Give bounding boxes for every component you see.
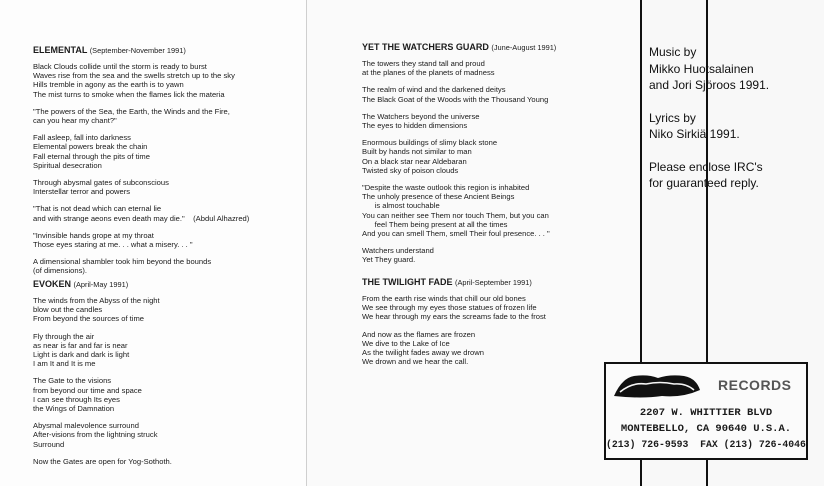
lyric-line: After-visions from the lightning struck (33, 430, 158, 440)
lyrics-body (33, 296, 172, 466)
lyric-line: "Despite the waste outlook this region is inhabited (362, 183, 530, 193)
lyric-line: The Black Goat of the Woods with the Thousand Young (362, 94, 549, 104)
credit-line: Lyrics by (649, 110, 696, 125)
lyric-line: "The powers of the Sea, the Earth, the Winds and the Fire, (33, 106, 230, 116)
song-dates: (April-September 1991) (455, 278, 532, 287)
lyric-line: Surround (33, 439, 65, 449)
credit-line: Please enclose IRC's (649, 159, 763, 174)
lyrics-stanza (33, 231, 249, 249)
lyrics-stanza (33, 421, 172, 449)
lyric-line: Elemental powers break the chain (33, 142, 148, 152)
lyric-line: Fly through the air (33, 331, 95, 341)
lyric-line: Abysmal malevolence surround (33, 421, 139, 431)
lyric-line: The eyes to hidden dimensions (362, 121, 468, 131)
credits-text (649, 44, 769, 208)
record-label-stamp (604, 362, 808, 460)
lyric-line: The winds from the Abyss of the night (33, 296, 160, 305)
lyric-line: Twisted sky of poison clouds (362, 165, 459, 175)
lyrics-stanza (362, 138, 556, 175)
song-title-text: YET THE WATCHERS GUARD (362, 42, 489, 52)
lyric-line: We dive to the Lake of Ice (362, 338, 450, 348)
lyric-line: and with strange aeons even death may die." (Abdul Alhazred) (33, 213, 250, 223)
lyric-line: blow out the candles (33, 305, 103, 315)
label-phone-fax: (213) 726-9593 FAX (213) 726-4046 (606, 439, 806, 450)
lyrics-stanza (33, 178, 249, 196)
lyric-line: Light is dark and dark is light (33, 350, 130, 360)
lyrics-stanza (33, 376, 172, 413)
song-yet-the-watchers-guard (362, 42, 556, 273)
song-the-twilight-fade (362, 277, 546, 374)
lyrics-credit (649, 110, 769, 143)
lyrics-stanza (362, 294, 546, 322)
lyric-line: I can see through Its eyes (33, 394, 120, 404)
song-title (362, 42, 556, 53)
lyric-line: Interstellar terror and powers (33, 187, 131, 197)
lyrics-stanza (362, 246, 556, 264)
lyric-line: On a black star near Aldebaran (362, 156, 467, 166)
lyrics-stanza (33, 457, 172, 466)
lyric-line: Now the Gates are open for Yog-Sothoth. (33, 456, 172, 466)
lyric-line: Enormous buildings of slimy black stone (362, 138, 498, 148)
lyric-line: A dimensional shambler took him beyond the bounds (33, 257, 212, 267)
song-title (362, 277, 546, 288)
lyric-line: Built by hands not similar to man (362, 147, 472, 157)
lyric-line: feel Them being present at all the times (362, 219, 508, 229)
lyric-line: from beyond our time and space (33, 385, 142, 395)
song-title-text: ELEMENTAL (33, 45, 88, 55)
music-credit (649, 44, 769, 94)
credit-line: for guaranteed reply. (649, 176, 759, 190)
irc-note (649, 159, 769, 192)
lyric-line: From beyond the sources of time (33, 314, 145, 324)
lyric-line: Spiritual desecration (33, 160, 102, 170)
lyric-line: "That is not dead which can eternal lie (33, 204, 162, 214)
lyric-line: at the planes of the planets of madness (362, 68, 495, 78)
song-dates: (April-May 1991) (73, 280, 129, 289)
lyric-line: (of dimensions). (33, 266, 88, 276)
song-title-text: THE TWILIGHT FADE (362, 277, 453, 287)
lyric-line: Hills tremble in agony as the earth is to yawn (33, 80, 184, 90)
lyrics-stanza (33, 257, 249, 275)
wild-rags-logo (612, 372, 702, 400)
lyric-line: We drown and we hear the call. (362, 357, 469, 367)
lyrics-body (362, 59, 556, 265)
lyrics-stanza (362, 330, 546, 367)
lyric-line: Through abysmal gates of subconscious (33, 178, 169, 188)
credit-line: and Jori Sjöroos 1991. (649, 78, 770, 92)
lyrics-stanza (362, 59, 556, 77)
lyric-line: You can neither see Them nor touch Them, but you can (362, 210, 549, 220)
label-street-address: 2207 W. WHITTIER BLVD (639, 407, 773, 419)
song-title (33, 279, 172, 290)
lyric-line: as near is far and far is near (33, 340, 128, 350)
lyric-line: As the twilight fades away we drown (362, 348, 484, 358)
lyrics-stanza (33, 296, 172, 324)
lyric-line: Those eyes staring at me. . . what a misery. . . " (33, 240, 193, 250)
lyric-line: is almost touchable (362, 201, 440, 211)
label-name: RECORDS (718, 377, 792, 393)
lyrics-stanza (33, 133, 249, 170)
lyrics-body (362, 294, 546, 366)
panel-fold-line (306, 0, 307, 486)
lyrics-stanza (362, 183, 556, 238)
lyric-line: Black Clouds collide until the storm is ready to burst (33, 62, 207, 71)
song-elemental (33, 45, 249, 284)
lyric-line: "Invinsible hands grope at my throat (33, 230, 154, 240)
song-dates: (June-August 1991) (491, 43, 557, 52)
song-evoken (33, 279, 172, 474)
lyrics-stanza (33, 107, 249, 125)
lyric-line: The realm of wind and the darkened deitys (362, 85, 506, 95)
lyric-line: Fall eternal through the pits of time (33, 151, 150, 161)
lyric-line: We see through my eyes those statues of frozen life (362, 303, 537, 313)
lyric-line: The towers they stand tall and proud (362, 59, 485, 68)
lyrics-stanza (33, 204, 249, 222)
lyrics-body (33, 62, 249, 276)
lyric-line: the Wings of Damnation (33, 404, 115, 414)
credit-line: Mikko Huotsalainen (649, 61, 754, 76)
song-title (33, 45, 249, 56)
credit-line: Niko Sirkiä 1991. (649, 127, 740, 141)
label-city-address: MONTEBELLO, CA 90640 U.S.A. (620, 423, 792, 435)
lyric-line: And now as the flames are frozen (362, 329, 476, 339)
lyric-line: can you hear my chant?" (33, 116, 117, 126)
lyric-line: The Gate to the visions (33, 376, 112, 386)
lyric-line: The Watchers beyond the universe (362, 111, 480, 121)
lyric-line: Fall asleep, fall into darkness (33, 133, 131, 143)
lyric-line: And you can smell Them, smell Their foul presence. . . " (362, 229, 550, 239)
lyric-line: Watchers understand (362, 246, 434, 256)
song-dates: (September-November 1991) (89, 46, 186, 55)
song-title-text: EVOKEN (33, 279, 72, 289)
lyric-line: From the earth rise winds that chill our old bones (362, 294, 526, 303)
lyric-line: We hear through my ears the screams fade to the frost (362, 312, 546, 322)
lyrics-stanza (362, 112, 556, 130)
lyric-line: Yet They guard. (362, 255, 416, 265)
lyrics-stanza (33, 62, 249, 99)
credit-line: Music by (649, 45, 697, 59)
lyrics-stanza (33, 332, 172, 369)
lyric-line: The unholy presence of these Ancient Beings (362, 192, 515, 202)
lyric-line: Waves rise from the sea and the swells stretch up to the sky (33, 71, 235, 81)
lyrics-stanza (362, 85, 556, 103)
lyric-line: The mist turns to smoke when the flames lick the materia (33, 89, 225, 99)
lyric-line: I am It and It is me (33, 359, 96, 369)
